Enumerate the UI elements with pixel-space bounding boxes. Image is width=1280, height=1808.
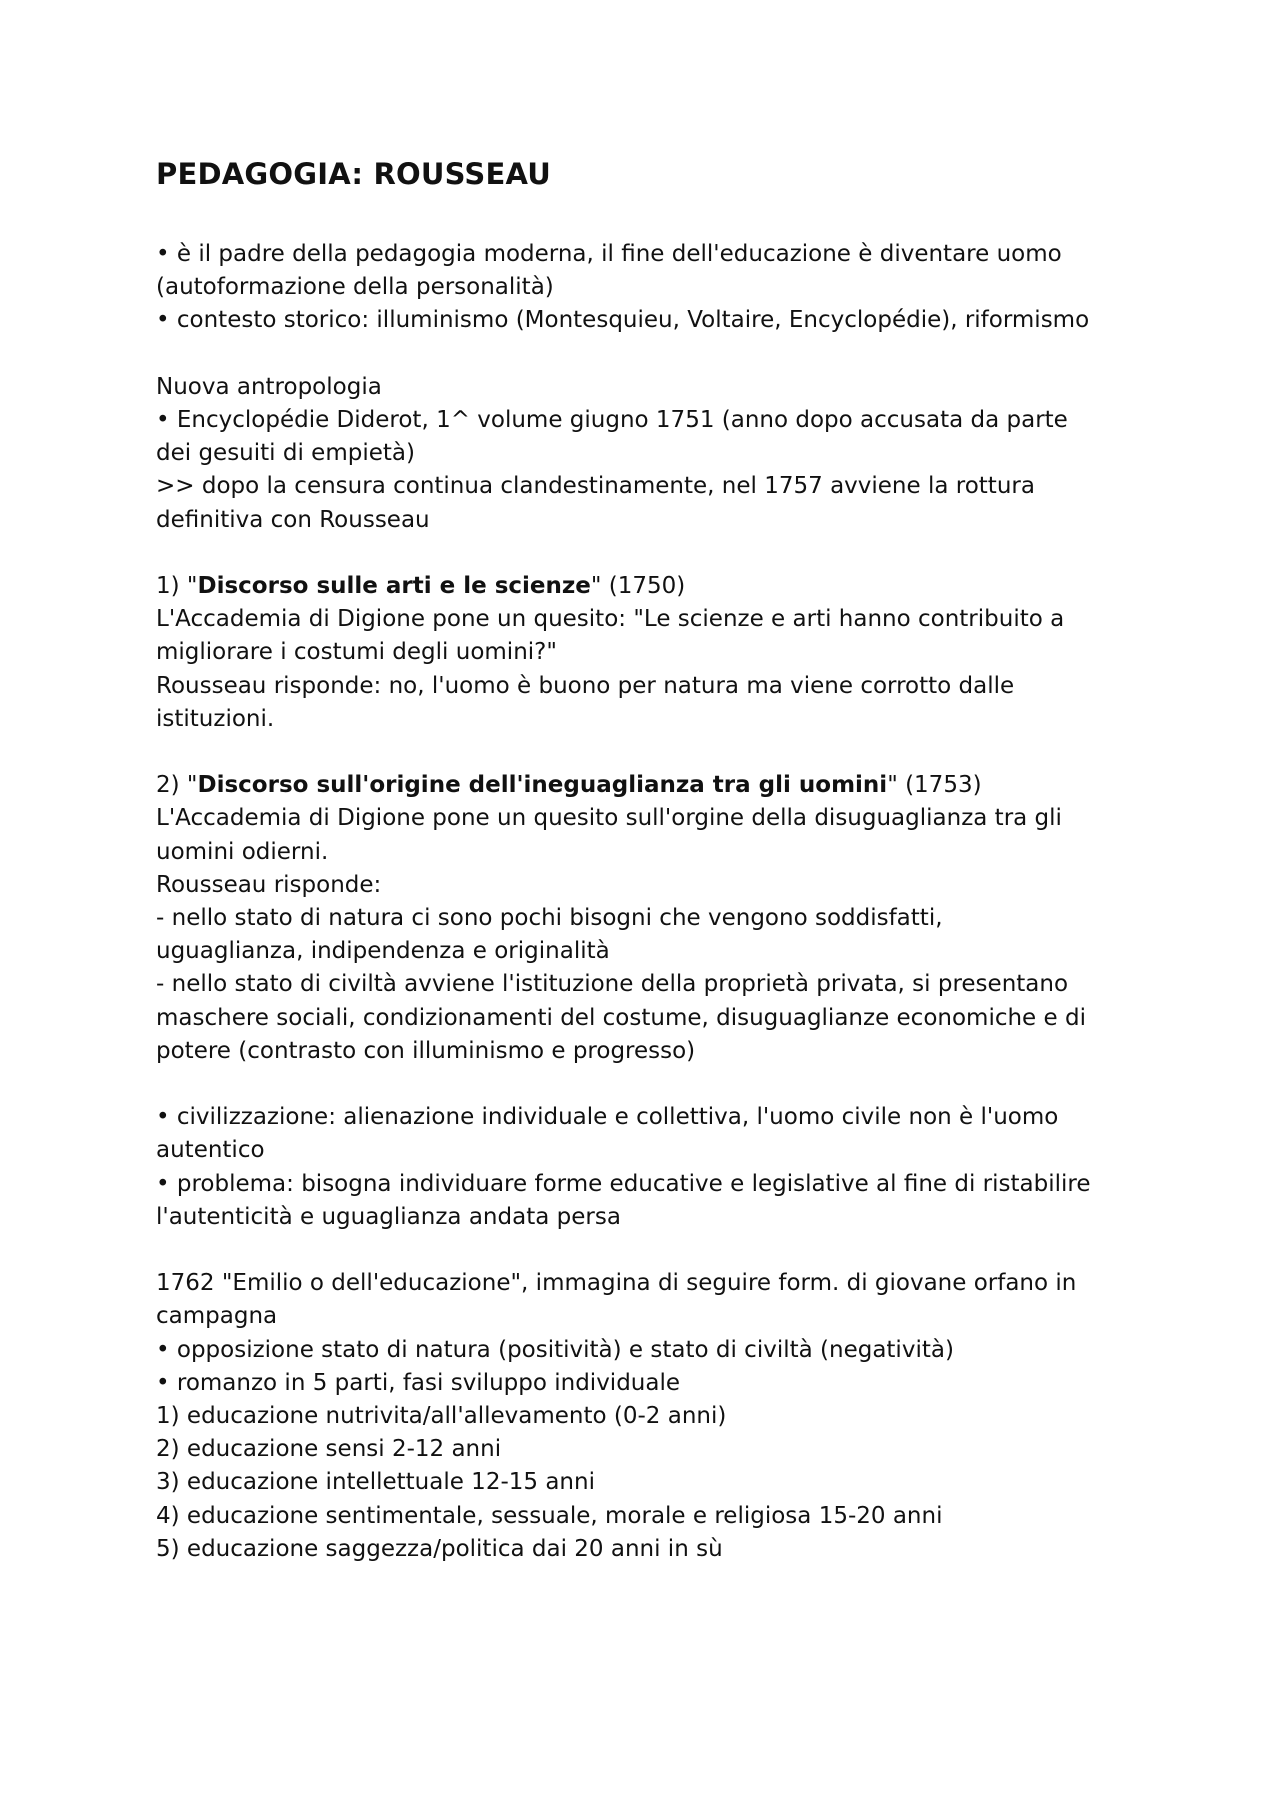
work-title: Discorso sulle arti e le scienze — [197, 573, 591, 599]
text-line: Rousseau risponde: no, l'uomo è buono per natura ma viene corrotto dalle — [156, 672, 1015, 699]
text-line: • civilizzazione: alienazione individuale e collettiva, l'uomo civile non è l'uomo — [156, 1104, 1059, 1131]
text-line: istituzioni. — [156, 705, 275, 732]
text-line: autentico — [156, 1137, 265, 1164]
text-line: • Encyclopédie Diderot, 1^ volume giugno 1751 (anno dopo accusata da parte — [156, 407, 1068, 433]
text-line: l'autenticità e uguaglianza andata persa — [156, 1203, 621, 1230]
text-line: • è il padre della pedagogia moderna, il fine dell'educazione è diventare uomo — [156, 241, 1062, 267]
document-page — [156, 152, 1156, 1566]
discorso1-section — [156, 570, 1156, 736]
text-line: - nello stato di civiltà avviene l'istituzione della proprietà privata, si presentano — [156, 971, 1069, 998]
text-line: 2) educazione sensi 2-12 anni — [156, 1436, 502, 1463]
text-line: 1762 "Emilio o dell'educazione", immagina di seguire form. di giovane orfano in — [156, 1270, 1077, 1297]
emilio-section — [156, 1267, 1156, 1566]
text-line: maschere sociali, condizionamenti del costume, disuguaglianze economiche e di — [156, 1004, 1086, 1031]
heading-prefix: 2) " — [156, 772, 198, 799]
text-line: 5) educazione saggezza/politica dai 20 anni in sù — [156, 1535, 723, 1562]
text-line: • contesto storico: illuminismo (Montesquieu, Voltaire, Encyclopédie), riformismo — [156, 307, 1090, 334]
text-line: campagna — [156, 1303, 278, 1330]
civilizzazione-section — [156, 1101, 1156, 1234]
heading-suffix: " (1753) — [887, 772, 982, 799]
text-line: uguaglianza, indipendenza e originalità — [156, 938, 610, 965]
intro-section — [156, 238, 1156, 338]
discorso1-heading — [156, 570, 1156, 603]
text-line: 1) educazione nutrivita/all'allevamento (0-2 anni) — [156, 1403, 727, 1430]
blank-line — [156, 1234, 1156, 1267]
text-line: >> dopo la censura continua clandestinamente, nel 1757 avviene la rottura — [156, 473, 1035, 500]
text-line: • romanzo in 5 parti, fasi sviluppo individuale — [156, 1369, 681, 1396]
heading-prefix: 1) " — [156, 573, 198, 599]
blank-line — [156, 1068, 1156, 1101]
text-line: potere (contrasto con illuminismo e progresso) — [156, 1037, 696, 1064]
blank-line — [156, 537, 1156, 570]
text-line: • opposizione stato di natura (positività) e stato di civiltà (negatività) — [156, 1336, 954, 1363]
text-line: • problema: bisogna individuare forme educative e legislative al fine di ristabilire — [156, 1170, 1091, 1197]
text-line: (autoformazione della personalità) — [156, 274, 554, 301]
text-line: - nello stato di natura ci sono pochi bisogni che vengono soddisfatti, — [156, 905, 943, 932]
work-title: Discorso sull'origine dell'ineguaglianza tra gli uomini — [197, 772, 888, 799]
text-line: uomini odierni. — [156, 838, 329, 865]
text-line: definitiva con Rousseau — [156, 506, 430, 533]
text-line: 3) educazione intellettuale 12-15 anni — [156, 1469, 595, 1496]
discorso2-heading — [156, 769, 1156, 802]
heading-suffix: " (1750) — [590, 573, 686, 599]
blank-line — [156, 338, 1156, 371]
blank-line — [156, 736, 1156, 769]
text-line: L'Accademia di Digione pone un quesito sull'orgine della disuguaglianza tra gli — [156, 805, 1062, 832]
discorso2-section — [156, 769, 1156, 1068]
antropologia-section — [156, 371, 1156, 537]
text-line: migliorare i costumi degli uomini?" — [156, 639, 557, 666]
text-line: L'Accademia di Digione pone un quesito: "Le scienze e arti hanno contribuito a — [156, 606, 1065, 633]
section-heading: Nuova antropologia — [156, 373, 382, 400]
page-title: PEDAGOGIA: ROUSSEAU — [156, 157, 552, 191]
text-line: 4) educazione sentimentale, sessuale, morale e religiosa 15-20 anni — [156, 1502, 943, 1529]
text-line: Rousseau risponde: — [156, 871, 382, 898]
text-line: dei gesuiti di empietà) — [156, 440, 415, 467]
